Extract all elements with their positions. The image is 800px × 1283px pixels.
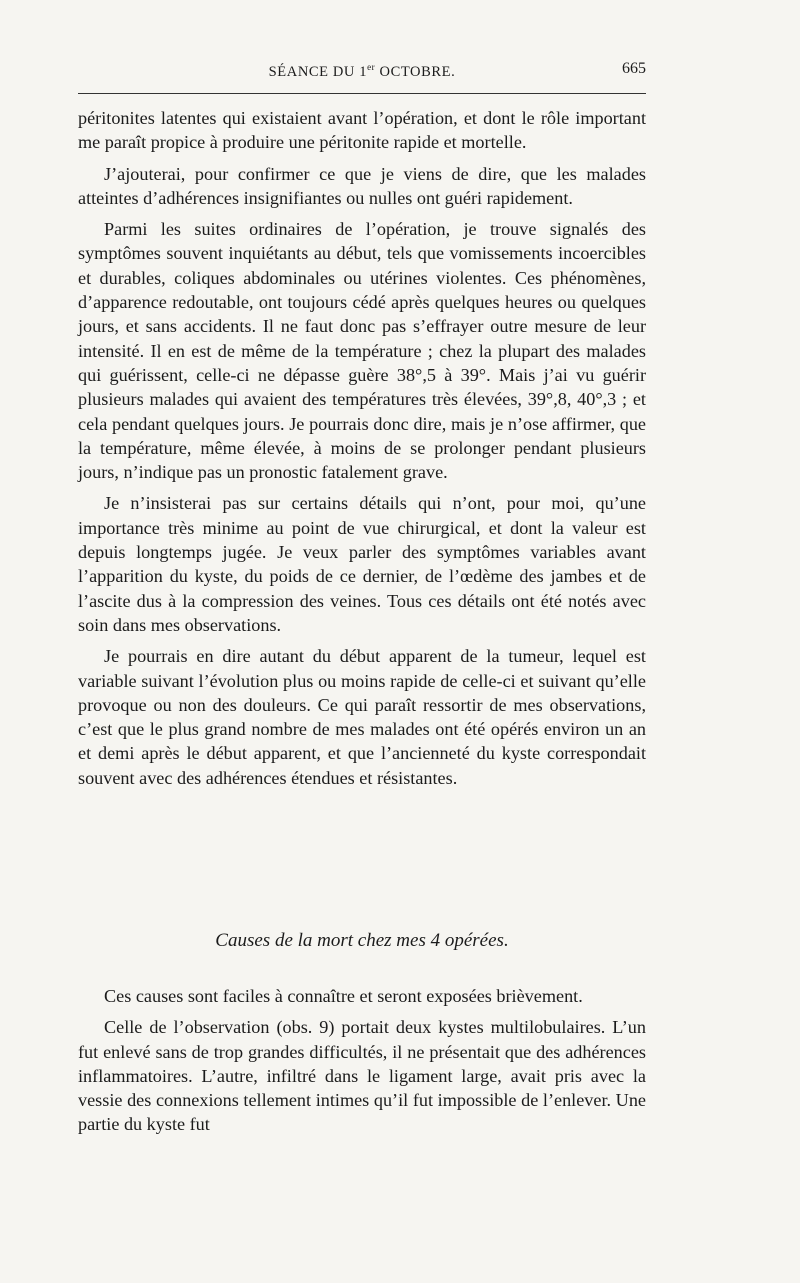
paragraph: Je n’insisterai pas sur certains détails qui n’ont, pour moi, qu’une importance très minime au point de vue chirurgical, et dont la valeur est depuis longtemps jugée. Je veux parler des symptômes variables avant l’apparition du kyste, du poids de ce dernier, de l’œdème des jambes et de l’ascite dus à la compression des veines. Tous ces détails ont été notés avec soin dans mes observations. <box>78 493 646 635</box>
paragraph: Je pourrais en dire autant du début apparent de la tumeur, lequel est variable suivant l’évolution plus ou moins rapide de celle-ci et suivant qu’elle provoque ou non des douleurs. Ce qui paraît ressortir de mes observations, c’est que le plus grand nombre de mes malades ont été opérés environ un an et demi après le début apparent, et que l’ancienneté du kyste correspondait souvent avec des adhérences étendues et résistantes. <box>78 646 646 788</box>
running-title-superscript: er <box>367 62 376 72</box>
running-title-main: SÉANCE DU 1 <box>268 63 368 80</box>
page-header <box>78 58 646 88</box>
paragraph: Celle de l’observation (obs. 9) portait deux kystes multilobulaires. L’un fut enlevé sans de trop grandes difficultés, il ne présentait que des adhérences inflammatoires. L’autre, infiltré dans le ligament large, avait pris avec la vessie des connexions tellement intimes qu’il fut impossible de l’enlever. Une partie du kyste fut <box>78 1017 646 1135</box>
section-heading: Causes de la mort chez mes 4 opérées. <box>215 930 509 951</box>
body-text <box>78 106 646 797</box>
running-title-end: OCTOBRE. <box>375 63 456 80</box>
body-text-continued <box>78 984 646 1144</box>
page-number: 665 <box>622 60 646 77</box>
header-rule <box>78 93 646 94</box>
paragraph: péritonites latentes qui existaient avant l’opération, et dont le rôle important me paraît propice à produire une péritonite rapide et mortelle. <box>78 108 646 153</box>
running-title <box>78 62 646 81</box>
paragraph: J’ajouterai, pour confirmer ce que je viens de dire, que les malades atteintes d’adhérences insignifiantes ou nulles ont guéri rapidement. <box>78 163 646 208</box>
paragraph: Parmi les suites ordinaires de l’opération, je trouve signalés des symptômes souvent inquiétants au début, tels que vomissements incoercibles et durables, coliques abdominales ou utérines violentes. Ces phénomènes, d’apparence redoutable, ont toujours cédé après quelques heures ou quelques jours, et sans accidents. Il ne faut donc pas s’effrayer outre mesure de leur intensité. Il en est de même de la température ; chez la plupart des malades qui guérissent, celle-ci ne dépasse guère 38°,5 à 39°. Mais j’ai vu guérir plusieurs malades qui avaient des températures très élevées, 39°,8, 40°,3 ; et cela pendant quelques jours. Je pourrais donc dire, mais je n’ose affirmer, que la température, même élevée, à moins de se prolonger pendant plusieurs jours, n’indique pas un pronostic fatalement grave. <box>78 219 646 483</box>
paragraph: Ces causes sont faciles à connaître et seront exposées brièvement. <box>104 986 583 1006</box>
